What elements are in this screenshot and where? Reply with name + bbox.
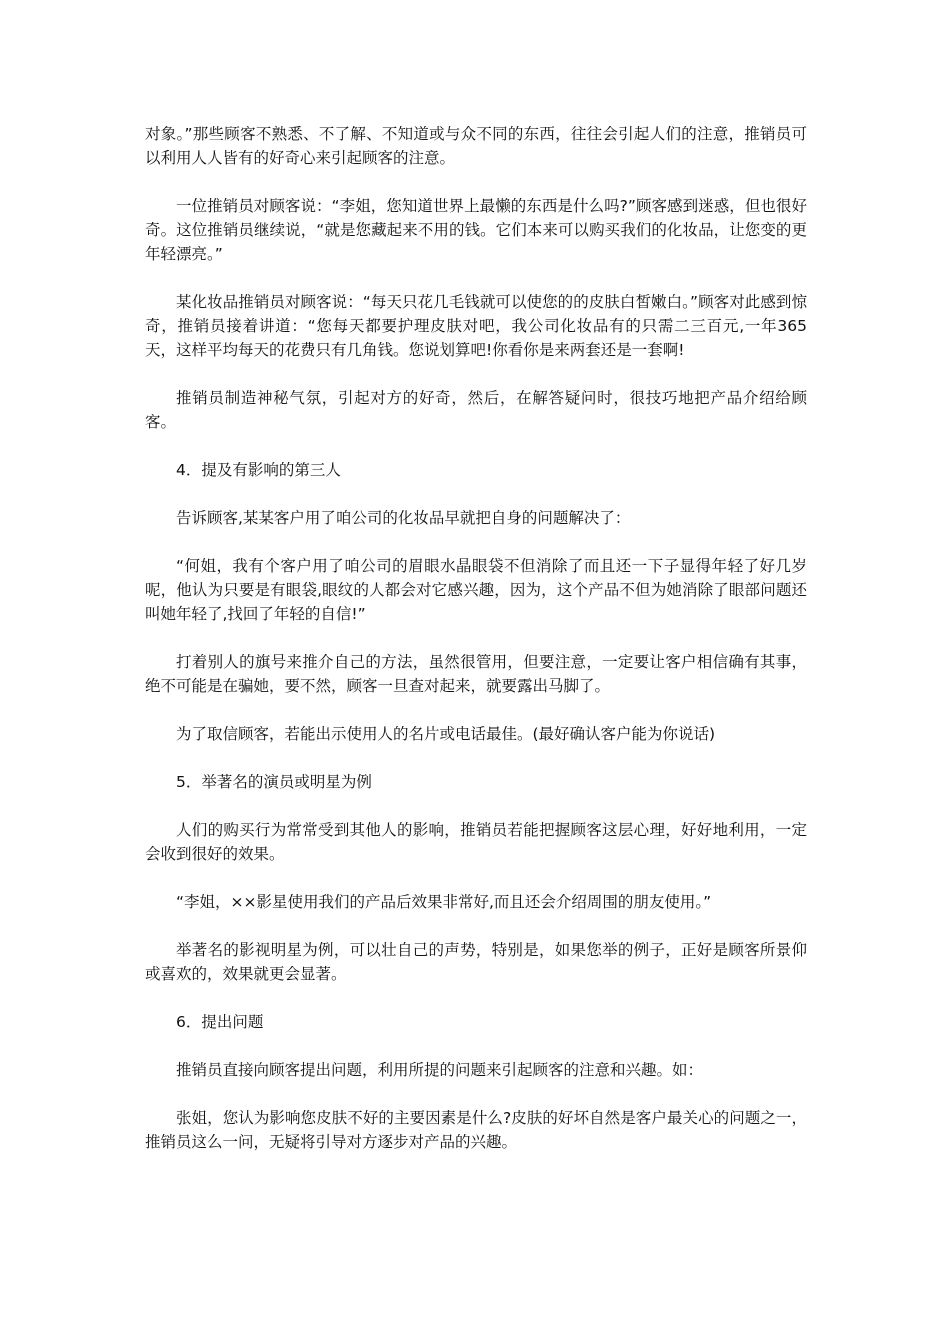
document-body bbox=[145, 122, 807, 1178]
paragraph: 推销员制造神秘气氛，引起对方的好奇，然后，在解答疑问时，很技巧地把产品介绍给顾客。 bbox=[145, 389, 807, 431]
paragraph: “何姐，我有个客户用了咱公司的眉眼水晶眼袋不但消除了而且还一下子显得年轻了好几岁呢，他认为只要是有眼袋,眼纹的人都会对它感兴趣，因为，这个产品不但为她消除了眼部问题还叫她年轻了,找回了年轻的自信!” bbox=[145, 557, 807, 623]
section-heading: 6．提出问题 bbox=[176, 1013, 264, 1031]
section-heading: 5．举著名的演员或明星为例 bbox=[176, 773, 372, 791]
paragraph: 一位推销员对顾客说：“李姐，您知道世界上最懒的东西是什么吗?”顾客感到迷惑，但也很好奇。这位推销员继续说，“就是您藏起来不用的钱。它们本来可以购买我们的化妆品，让您变的更年轻漂亮。” bbox=[145, 197, 807, 263]
paragraph: 某化妆品推销员对顾客说：“每天只花几毛钱就可以使您的的皮肤白皙嫩白。”顾客对此感到惊奇，推销员接着讲道：“您每天都要护理皮肤对吧，我公司化妆品有的只需二三百元,一年365天，这样平均每天的花费只有几角钱。您说划算吧!你看你是来两套还是一套啊! bbox=[145, 293, 807, 359]
paragraph: 打着别人的旗号来推介自己的方法，虽然很管用，但要注意，一定要让客户相信确有其事，绝不可能是在骗她，要不然，顾客一旦查对起来，就要露出马脚了。 bbox=[145, 653, 807, 695]
paragraph: 为了取信顾客，若能出示使用人的名片或电话最佳。(最好确认客户能为你说话) bbox=[176, 725, 716, 743]
paragraph: 张姐，您认为影响您皮肤不好的主要因素是什么?皮肤的好坏自然是客户最关心的问题之一，推销员这么一问，无疑将引导对方逐步对产品的兴趣。 bbox=[145, 1109, 807, 1151]
paragraph: “李姐，××影星使用我们的产品后效果非常好,而且还会介绍周围的朋友使用。” bbox=[176, 893, 712, 911]
paragraph: 告诉顾客,某某客户用了咱公司的化妆品早就把自身的问题解决了： bbox=[176, 509, 631, 527]
section-heading: 4．提及有影响的第三人 bbox=[176, 461, 341, 479]
paragraph: 举著名的影视明星为例，可以壮自己的声势，特别是，如果您举的例子，正好是顾客所景仰或喜欢的，效果就更会显著。 bbox=[145, 941, 807, 983]
paragraph: 对象。”那些顾客不熟悉、不了解、不知道或与众不同的东西，往往会引起人们的注意，推销员可以利用人人皆有的好奇心来引起顾客的注意。 bbox=[145, 125, 807, 167]
paragraph: 人们的购买行为常常受到其他人的影响，推销员若能把握顾客这层心理，好好地利用，一定会收到很好的效果。 bbox=[145, 821, 807, 863]
paragraph: 推销员直接向顾客提出问题，利用所提的问题来引起顾客的注意和兴趣。如： bbox=[176, 1061, 704, 1079]
